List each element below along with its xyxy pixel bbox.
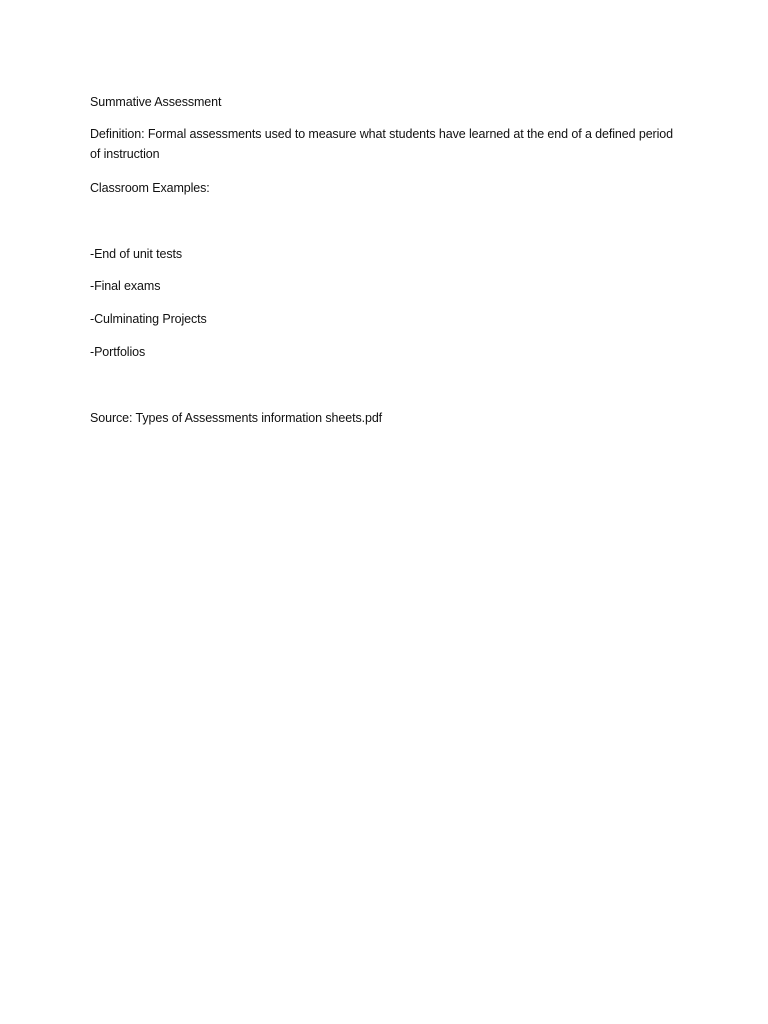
example-item-2: -Final exams (90, 279, 161, 293)
document-title: Summative Assessment (90, 95, 222, 109)
definition-text: Definition: Formal assessments used to measure what students have learned at the end of a defined period of instruction (90, 127, 674, 161)
example-item-1: -End of unit tests (90, 247, 182, 261)
example-item-3: -Culminating Projects (90, 312, 207, 326)
example-item-4: -Portfolios (90, 345, 146, 359)
examples-heading: Classroom Examples: (90, 181, 210, 195)
source-citation: Source: Types of Assessments information sheets.pdf (90, 411, 383, 425)
